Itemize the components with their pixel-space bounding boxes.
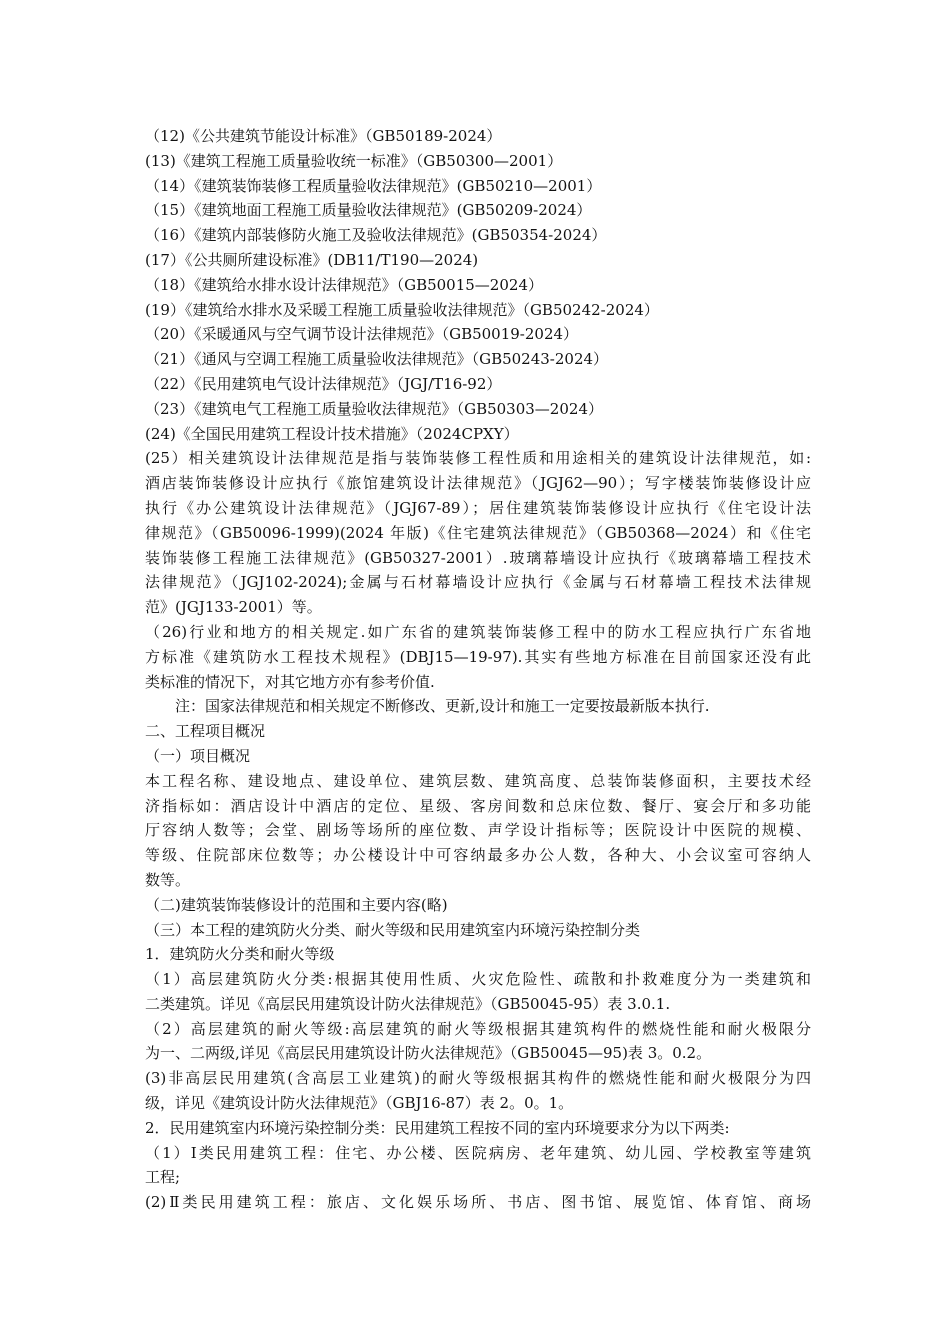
subsection-heading: （二)建筑装饰装修设计的范围和主要内容(略) xyxy=(145,895,448,914)
paragraph-line: 等级、住院部床位数等；办公楼设计中可容纳最多办公人数，各种大、小会议室可容纳人 xyxy=(145,846,811,865)
document-page xyxy=(145,124,811,1215)
reference-item: （20）《采暖通风与空气调节设计法律规范》（GB50019-2024） xyxy=(145,325,579,344)
paragraph-line: (25）相关建筑设计法律规范是指与装饰装修工程性质和用途相关的建筑设计法律规范，如: xyxy=(145,449,811,468)
reference-item-26 xyxy=(145,620,811,694)
reference-item-25 xyxy=(145,446,811,620)
paragraph-line: 工程; xyxy=(145,1168,181,1187)
reference-item: (19）《建筑给水排水及采暖工程施工质量验收法律规范》（GB50242-2024） xyxy=(145,300,659,319)
paragraph-line: （26)行业和地方的相关规定.如广东省的建筑装饰装修工程中的防水工程应执行广东省地 xyxy=(145,622,811,641)
reference-item: （12)《公共建筑节能设计标准》（GB50189-2024） xyxy=(145,127,502,145)
fire-rating-paragraph xyxy=(145,1017,811,1067)
reference-item: （14）《建筑装饰装修工程质量验收法律规范》(GB50210—2001） xyxy=(145,176,602,195)
reference-item: （23）《建筑电气工程施工质量验收法律规范》（GB50303—2024） xyxy=(145,399,603,418)
paragraph-line: (2)Ⅱ类民用建筑工程：旅店、文化娱乐场所、书店、图书馆、展览馆、体育馆、商场 xyxy=(145,1193,811,1212)
subsection-heading: （一）项目概况 xyxy=(145,746,251,765)
paragraph-line: 方标准《建筑防水工程技术规程》(DBJ15—19-97).其实有些地方标准在目前国家还没有此 xyxy=(145,647,811,666)
item-heading: 1．建筑防火分类和耐火等级 xyxy=(145,945,335,964)
paragraph-line: 级，详见《建筑设计防火法律规范》（GBJ16-87）表 2。0。1。 xyxy=(145,1094,574,1113)
paragraph-line: (3)非高层民用建筑(含高层工业建筑)的耐火等级根据其构件的燃烧性能和耐火极限分为四 xyxy=(145,1069,811,1088)
paragraph-line: （2）高层建筑的耐火等级:高层建筑的耐火等级根据其建筑构件的燃烧性能和耐火极限分 xyxy=(145,1019,811,1038)
subsection-heading: （三）本工程的建筑防火分类、耐火等级和民用建筑室内环境污染控制分类 xyxy=(145,920,641,939)
item-heading: 2．民用建筑室内环境污染控制分类：民用建筑工程按不同的室内环境要求分为以下两类: xyxy=(145,1118,730,1137)
reference-item: (13)《建筑工程施工质量验收统一标准》（GB50300—2001） xyxy=(145,151,563,170)
section-heading: 二、工程项目概况 xyxy=(145,722,266,741)
paragraph-line: 装饰装修工程施工法律规范》(GB50327-2001）.玻璃幕墙设计应执行《玻璃幕墙工程技术 xyxy=(145,548,811,567)
note-text: 注：国家法律规范和相关规定不断修改、更新,设计和施工一定要按最新版本执行. xyxy=(175,697,710,716)
paragraph-line: 法律规范》（JGJ102-2024);金属与石材幕墙设计应执行《金属与石材幕墙工程技术法律规 xyxy=(145,573,811,592)
reference-list xyxy=(145,124,811,446)
paragraph-line: 酒店装饰装修设计应执行《旅馆建筑设计法律规范》（JGJ62—90）；写字楼装饰装修设计应 xyxy=(145,474,811,493)
paragraph-line: 本工程名称、建设地点、建设单位、建筑层数、建筑高度、总装饰装修面积，主要技术经 xyxy=(145,771,811,790)
class-one-paragraph xyxy=(145,1141,811,1191)
paragraph-line: 类标准的情况下，对其它地方亦有参考价值. xyxy=(145,672,435,691)
reference-item: （22）《民用建筑电气设计法律规范》（JGJ/T16-92） xyxy=(145,374,502,393)
paragraph-line: 律规范》（GB50096-1999)(2024 年版)《住宅建筑法律规范》（GB50368—2024）和《住宅 xyxy=(145,523,811,542)
paragraph-line: 范》(JGJ133-2001）等。 xyxy=(145,598,322,617)
paragraph-line: （1）Ⅰ类民用建筑工程：住宅、办公楼、医院病房、老年建筑、幼儿园、学校教室等建筑 xyxy=(145,1143,811,1162)
class-two-paragraph xyxy=(145,1190,811,1215)
paragraph-line: 厅容纳人数等；会堂、剧场等场所的座位数、声学设计指标等；医院设计中医院的规模、 xyxy=(145,821,811,840)
reference-item: （15）《建筑地面工程施工质量验收法律规范》(GB50209-2024） xyxy=(145,201,592,220)
project-overview-paragraph xyxy=(145,769,811,893)
reference-item: (24)《全国民用建筑工程设计技术措施》（2024CPXY） xyxy=(145,424,519,443)
paragraph-line: 数等。 xyxy=(145,870,191,889)
paragraph-line: （1）高层建筑防火分类:根据其使用性质、火灾危险性、疏散和扑救难度分为一类建筑和 xyxy=(145,970,811,989)
paragraph-line: 执行《办公建筑设计法律规范》（JGJ67-89）；居住建筑装饰装修设计应执行《住宅设计法 xyxy=(145,498,811,517)
reference-item: （21）《通风与空调工程施工质量验收法律规范》（GB50243-2024） xyxy=(145,350,609,369)
fire-classification-paragraph xyxy=(145,967,811,1017)
paragraph-line: 二类建筑。详见《高层民用建筑设计防火法律规范》（GB50045-95）表 3.0.1. xyxy=(145,994,671,1013)
paragraph-line: 济指标如：酒店设计中酒店的定位、星级、客房间数和总床位数、餐厅、宴会厅和多功能 xyxy=(145,796,811,815)
reference-item: （18）《建筑给水排水设计法律规范》（GB50015—2024） xyxy=(145,275,543,294)
reference-item: （16）《建筑内部装修防火施工及验收法律规范》(GB50354-2024） xyxy=(145,226,607,245)
paragraph-line: 为一、二两级,详见《高层民用建筑设计防火法律规范》（GB50045—95)表 3。0.2。 xyxy=(145,1044,712,1063)
reference-item: (17）《公共厕所建设标准》(DB11/T190—2024) xyxy=(145,250,479,269)
non-highrise-rating-paragraph xyxy=(145,1066,811,1116)
